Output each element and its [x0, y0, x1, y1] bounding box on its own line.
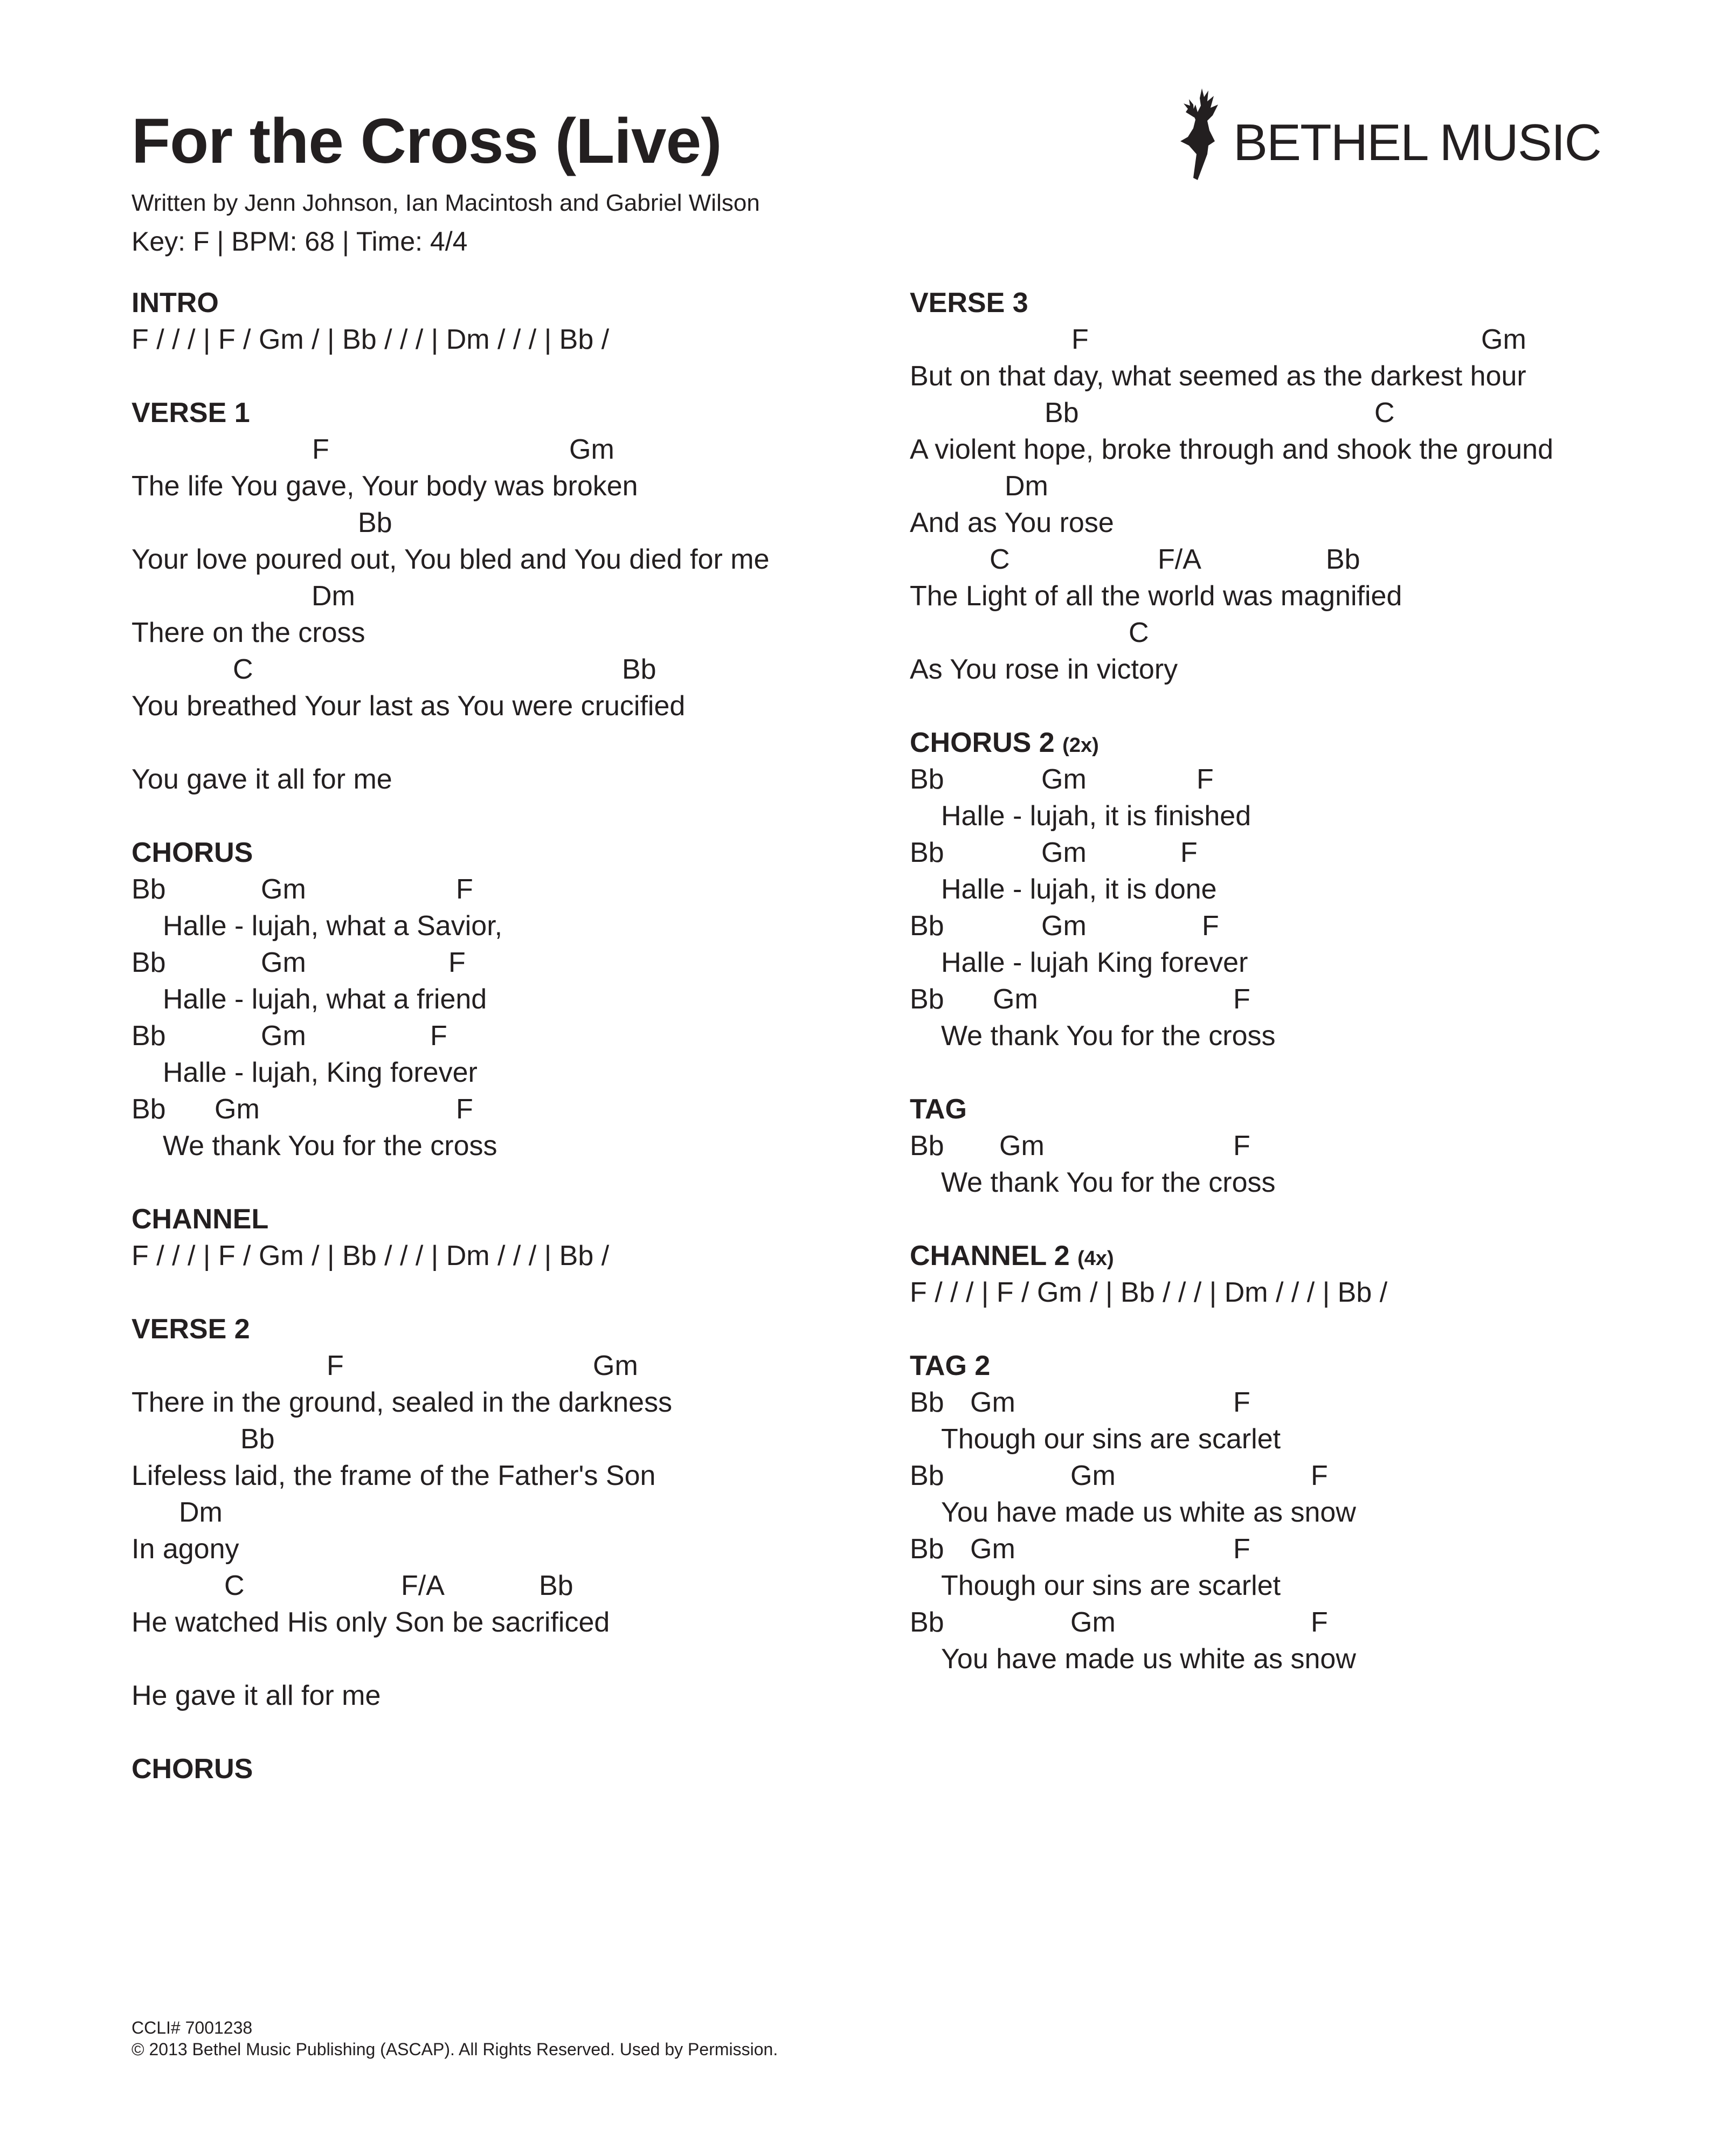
lyric-line: Though our sins are scarlet	[941, 1423, 1281, 1455]
heading-text: CHORUS 2	[910, 727, 1055, 758]
chord-line	[910, 981, 1664, 1018]
lyric-line: There in the ground, sealed in the darkness	[132, 1387, 673, 1418]
chord: Gm	[261, 874, 306, 905]
lyric-line: We thank You for the cross	[941, 1167, 1276, 1198]
chord: Gm	[1481, 324, 1526, 355]
bethel-music-logo	[1170, 85, 1601, 182]
chord-line	[910, 1128, 1664, 1164]
chord: Bb	[910, 1130, 944, 1162]
chord: C	[233, 654, 253, 685]
chord: Bb	[910, 910, 944, 942]
chord: F	[312, 434, 329, 465]
verse-3-section	[910, 285, 1664, 688]
lyric-line: The Light of all the world was magnified	[910, 581, 1402, 612]
chord-line	[132, 1091, 886, 1128]
chorus-section	[132, 834, 886, 1164]
chord: Bb	[132, 1020, 166, 1052]
chord: Gm	[261, 1020, 306, 1052]
chord: Gm	[569, 434, 614, 465]
ccli-number: CCLI# 7001238	[132, 2018, 253, 2037]
chord: F	[1311, 1607, 1328, 1638]
chord: Gm	[1070, 1607, 1116, 1638]
lyric-line: You breathed Your last as You were crucified	[132, 690, 686, 722]
chord: Bb	[910, 1387, 944, 1418]
section-heading-tag-2: TAG 2	[910, 1350, 991, 1381]
chord: F	[1071, 324, 1089, 355]
chord-line	[910, 395, 1664, 431]
chord: F	[1197, 764, 1214, 795]
stag-head-icon	[1170, 85, 1229, 182]
section-heading-intro: INTRO	[132, 287, 219, 319]
chord: Bb	[1045, 397, 1079, 429]
lyric-line: The life You gave, Your body was broken	[132, 471, 638, 502]
chord: Bb	[132, 947, 166, 978]
chord-progression: F / / / | F / Gm / | Bb / / / | Dm / / / | Bb /	[910, 1277, 1388, 1308]
chord-line	[910, 908, 1664, 944]
chord-line	[910, 1384, 1664, 1421]
lyric-line: Halle - lujah, what a friend	[163, 984, 487, 1015]
chord: Gm	[593, 1350, 638, 1381]
chord: Gm	[261, 947, 306, 978]
chord: F	[448, 947, 466, 978]
chord: Bb	[240, 1423, 275, 1455]
chord: Gm	[993, 984, 1038, 1015]
chord: Gm	[215, 1094, 260, 1125]
lyric-line: You have made us white as snow	[941, 1497, 1356, 1528]
lyric-line: There on the cross	[132, 617, 365, 648]
lyric-line: Though our sins are scarlet	[941, 1570, 1281, 1601]
chord-line	[132, 505, 886, 541]
chord: Bb	[910, 764, 944, 795]
chord: Bb	[910, 1460, 944, 1491]
chord: F/A	[401, 1570, 445, 1601]
chord-progression: F / / / | F / Gm / | Bb / / / | Dm / / / | Bb /	[132, 1240, 610, 1272]
section-heading-verse-2: VERSE 2	[132, 1314, 250, 1345]
chord-progression: F / / / | F / Gm / | Bb / / / | Dm / / / | Bb /	[132, 324, 610, 355]
chord: Gm	[1041, 837, 1087, 868]
chord: Dm	[1005, 471, 1048, 502]
songwriters: Written by Jenn Johnson, Ian Macintosh and Gabriel Wilson	[132, 190, 760, 216]
chord: F	[1233, 1387, 1250, 1418]
left-column	[132, 285, 886, 1824]
lyric-line: As You rose in victory	[910, 654, 1178, 685]
chord: F	[1233, 1533, 1250, 1565]
blank-line	[132, 724, 886, 761]
lyric-line: Halle - lujah, King forever	[163, 1057, 478, 1088]
channel-2-section	[910, 1238, 1664, 1311]
chord-line	[910, 541, 1664, 578]
chord: Bb	[910, 837, 944, 868]
right-column	[910, 285, 1664, 1714]
tag-section	[910, 1091, 1664, 1201]
heading-text: CHANNEL 2	[910, 1240, 1070, 1272]
repeat-count: (4x)	[1077, 1247, 1114, 1270]
tag-2-section	[910, 1348, 1664, 1677]
chord: C	[1129, 617, 1149, 648]
chord: C	[1374, 397, 1395, 429]
intro-section	[132, 285, 886, 358]
chord: F	[327, 1350, 344, 1381]
chord: F	[1202, 910, 1219, 942]
lyric-line: Halle - lujah, it is done	[941, 874, 1217, 905]
lyric-line: But on that day, what seemed as the darkest hour	[910, 361, 1526, 392]
copyright-notice: © 2013 Bethel Music Publishing (ASCAP). All Rights Reserved. Used by Permission.	[132, 2040, 778, 2059]
section-heading-tag: TAG	[910, 1094, 967, 1125]
section-heading-chorus: CHORUS	[132, 837, 253, 868]
chord: Bb	[910, 984, 944, 1015]
chorus-repeat-section	[132, 1751, 886, 1787]
chord-line	[132, 651, 886, 688]
chord: F	[456, 1094, 473, 1125]
lyric-line: Lifeless laid, the frame of the Father's Son	[132, 1460, 656, 1491]
chord-line	[132, 1421, 886, 1457]
chord: C	[990, 544, 1010, 575]
lyric-line: You gave it all for me	[132, 764, 392, 795]
chord: Bb	[910, 1607, 944, 1638]
chord-line	[132, 944, 886, 981]
section-heading-channel-2	[910, 1238, 1664, 1274]
chord: F	[456, 874, 473, 905]
chord: Dm	[312, 581, 355, 612]
lyric-line: We thank You for the cross	[163, 1130, 497, 1162]
chord-line	[132, 578, 886, 614]
chord: Gm	[999, 1130, 1045, 1162]
section-heading-chorus-2	[910, 724, 1664, 761]
chord-line	[132, 1567, 886, 1604]
chorus-2-section	[910, 724, 1664, 1054]
verse-2-section	[132, 1311, 886, 1714]
song-meta: Key: F | BPM: 68 | Time: 4/4	[132, 226, 468, 257]
chord-line	[910, 1604, 1664, 1641]
chord-line	[132, 431, 886, 468]
chord: F	[1233, 984, 1250, 1015]
lyric-line: Halle - lujah King forever	[941, 947, 1248, 978]
song-title: For the Cross (Live)	[132, 106, 722, 177]
lyric-line: Your love poured out, You bled and You died for me	[132, 544, 770, 575]
chord: Gm	[1041, 764, 1087, 795]
lyric-line: In agony	[132, 1533, 239, 1565]
chord: F/A	[1158, 544, 1201, 575]
chord-line	[132, 1018, 886, 1054]
verse-1-section	[132, 395, 886, 798]
repeat-count: (2x)	[1062, 734, 1099, 757]
chord: Gm	[1041, 910, 1087, 942]
chord: Gm	[1070, 1460, 1116, 1491]
chord-line	[132, 1348, 886, 1384]
chord: F	[1233, 1130, 1250, 1162]
chord-line	[910, 761, 1664, 798]
chord: Bb	[132, 1094, 166, 1125]
chord-line	[910, 1531, 1664, 1567]
section-heading-verse-3: VERSE 3	[910, 287, 1028, 319]
lyric-line: He watched His only Son be sacrificed	[132, 1607, 610, 1638]
chord: F	[1180, 837, 1198, 868]
chord: Bb	[910, 1533, 944, 1565]
blank-line	[132, 1641, 886, 1677]
chord: Dm	[179, 1497, 223, 1528]
chord: Bb	[358, 507, 392, 538]
chord: Gm	[970, 1387, 1015, 1418]
logo-wordmark: BETHEL MUSIC	[1233, 114, 1601, 171]
lyric-line: A violent hope, broke through and shook the ground	[910, 434, 1553, 465]
lyric-line: Halle - lujah, it is finished	[941, 800, 1251, 832]
chord: C	[224, 1570, 245, 1601]
lyric-line: Halle - lujah, what a Savior,	[163, 910, 503, 942]
chord: F	[1311, 1460, 1328, 1491]
chord-line	[132, 871, 886, 908]
section-heading-chorus-repeat: CHORUS	[132, 1753, 253, 1785]
chord-line	[910, 321, 1664, 358]
chord: Bb	[622, 654, 656, 685]
lyric-line: He gave it all for me	[132, 1680, 381, 1711]
chord: Bb	[539, 1570, 573, 1601]
chord: Bb	[132, 874, 166, 905]
chord-line	[910, 834, 1664, 871]
chord-line	[132, 1494, 886, 1531]
channel-section	[132, 1201, 886, 1274]
lyric-line: You have made us white as snow	[941, 1643, 1356, 1675]
lyric-line: And as You rose	[910, 507, 1114, 538]
chord: F	[430, 1020, 447, 1052]
chord-line	[910, 468, 1664, 505]
chord: Bb	[1326, 544, 1360, 575]
section-heading-verse-1: VERSE 1	[132, 397, 250, 429]
chord-line	[910, 1457, 1664, 1494]
lyric-line: We thank You for the cross	[941, 1020, 1276, 1052]
section-heading-channel: CHANNEL	[132, 1204, 269, 1235]
footer	[132, 2017, 778, 2060]
chord-line	[910, 614, 1664, 651]
chord: Gm	[970, 1533, 1015, 1565]
